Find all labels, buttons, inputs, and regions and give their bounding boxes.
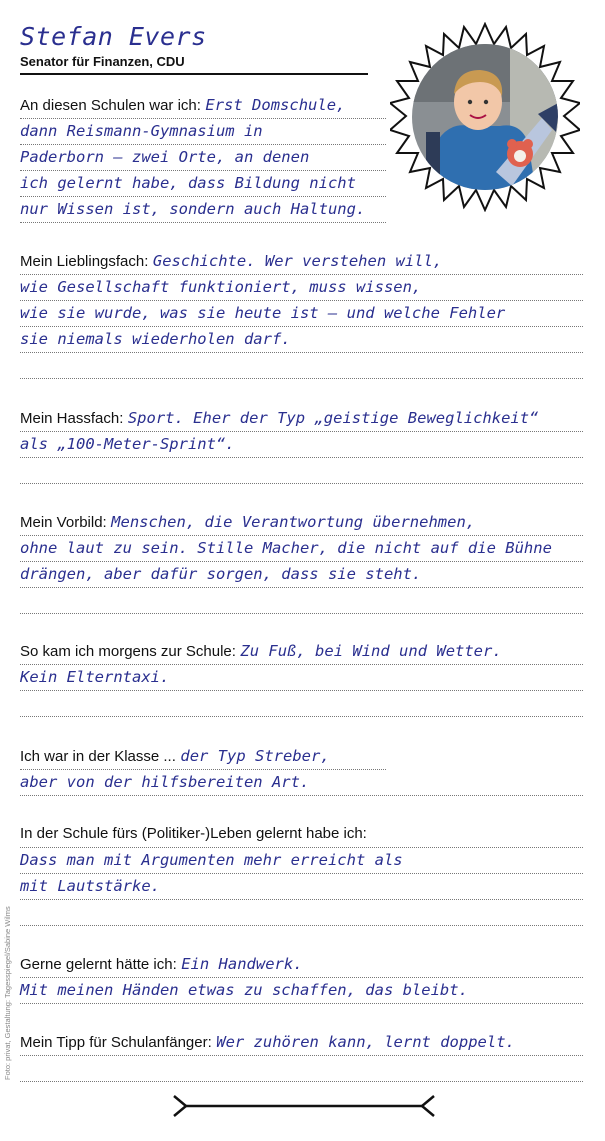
class-answer-1: der Typ Streber, (180, 747, 330, 765)
rolemodel-line-2 (20, 535, 583, 562)
bottom-divider-ornament (170, 1093, 438, 1119)
wish-label: Gerne gelernt hätte ich: (20, 956, 177, 973)
tip-label: Mein Tipp für Schulanfänger: (20, 1034, 212, 1051)
lesson-label: In der Schule fürs (Politiker-)Leben gelernt habe ich: (20, 825, 367, 842)
photo-credit: Foto: privat, Gestaltung: Tagesspiegel/Sabine Wilms (3, 906, 12, 1080)
favorite-answer-1: Geschichte. Wer verstehen will, (152, 252, 443, 270)
commute-line-1 (20, 638, 583, 665)
hated-line-2 (20, 431, 583, 458)
schools-label: An diesen Schulen war ich: (20, 97, 201, 114)
wish-line-1 (20, 951, 583, 978)
rolemodel-answer-2: ohne laut zu sein. Stille Macher, die nicht auf die Bühne (20, 539, 552, 557)
lesson-line-3 (20, 873, 583, 900)
class-answer-2: aber von der hilfsbereiten Art. (20, 773, 310, 791)
hated-answer-2: als „100-Meter-Sprint“. (20, 435, 235, 453)
hated-answer-1: Sport. Eher der Typ „geistige Beweglichkeit“ (127, 409, 539, 427)
tip-blank-line (20, 1055, 583, 1082)
wish-line-2 (20, 977, 583, 1004)
starburst-photo-frame (390, 22, 580, 212)
favorite-blank-line (20, 352, 583, 379)
commute-answer-1: Zu Fuß, bei Wind und Wetter. (240, 642, 502, 660)
commute-line-2 (20, 664, 583, 691)
favorite-answer-4: sie niemals wiederholen darf. (20, 330, 291, 348)
hated-blank-line (20, 457, 583, 484)
schools-line-1 (20, 92, 386, 119)
title-underline (20, 73, 368, 75)
rolemodel-line-3 (20, 561, 583, 588)
schools-answer-2: dann Reismann-Gymnasium in (20, 122, 263, 140)
hated-line-1 (20, 405, 583, 432)
schools-line-3 (20, 144, 386, 171)
tip-answer-1: Wer zuhören kann, lernt doppelt. (216, 1033, 515, 1051)
favorite-line-3 (20, 300, 583, 327)
hated-label: Mein Hassfach: (20, 410, 124, 427)
schools-answer-1: Erst Domschule, (205, 96, 346, 114)
favorite-answer-3: wie sie wurde, was sie heute ist – und welche Fehler (20, 304, 506, 322)
commute-blank-line (20, 690, 583, 717)
schools-line-5 (20, 196, 386, 223)
tip-line-1 (20, 1029, 583, 1056)
schools-answer-4: ich gelernt habe, dass Bildung nicht (20, 174, 356, 192)
class-line-2 (20, 769, 583, 796)
rolemodel-answer-3: drängen, aber dafür sorgen, dass sie steht. (20, 565, 422, 583)
rolemodel-blank-line (20, 587, 583, 614)
rolemodel-line-1 (20, 509, 583, 536)
person-name: Stefan Evers (20, 22, 207, 51)
rolemodel-answer-1: Menschen, die Verantwortung übernehmen, (111, 513, 476, 531)
lesson-answer-1: Dass man mit Argumenten mehr erreicht als (20, 851, 403, 869)
wish-answer-2: Mit meinen Händen etwas zu schaffen, das bleibt. (20, 981, 468, 999)
schools-line-4 (20, 170, 386, 197)
child-with-school-cone-photo (390, 22, 580, 212)
commute-answer-2: Kein Elterntaxi. (20, 668, 170, 686)
lesson-line-1 (20, 821, 583, 848)
lesson-line-2 (20, 847, 583, 874)
wish-answer-1: Ein Handwerk. (181, 955, 303, 973)
favorite-answer-2: wie Gesellschaft funktioniert, muss wissen, (20, 278, 422, 296)
commute-label: So kam ich morgens zur Schule: (20, 643, 236, 660)
favorite-line-4 (20, 326, 583, 353)
lesson-answer-2: mit Lautstärke. (20, 877, 160, 895)
rolemodel-label: Mein Vorbild: (20, 514, 107, 531)
lesson-blank-line (20, 899, 583, 926)
schools-line-2 (20, 118, 386, 145)
schools-answer-5: nur Wissen ist, sondern auch Haltung. (20, 200, 366, 218)
favorite-label: Mein Lieblingsfach: (20, 253, 149, 270)
person-role: Senator für Finanzen, CDU (20, 54, 185, 69)
class-label: Ich war in der Klasse ... (20, 748, 176, 765)
schools-answer-3: Paderborn – zwei Orte, an denen (20, 148, 310, 166)
favorite-line-2 (20, 274, 583, 301)
class-line-1 (20, 743, 386, 770)
favorite-line-1 (20, 248, 583, 275)
